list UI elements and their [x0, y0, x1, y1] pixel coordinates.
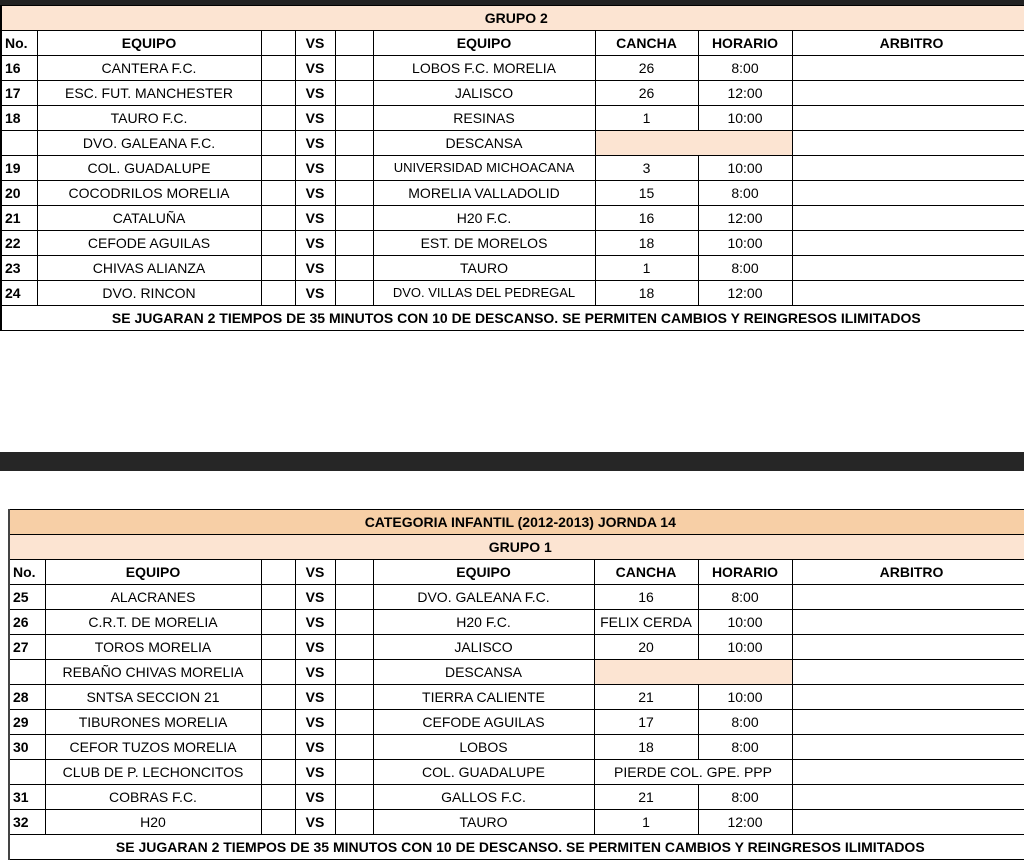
table-row: [9, 710, 1024, 735]
spacer-cell: [261, 810, 295, 835]
match-number: 24: [1, 281, 37, 306]
arbitro-cell: [792, 585, 1024, 610]
vs-label: VS: [295, 760, 335, 785]
match-number: 19: [1, 156, 37, 181]
spacer-cell: [335, 231, 373, 256]
header-equipo-away: EQUIPO: [373, 560, 594, 585]
spacer-cell: [335, 206, 373, 231]
cancha: 16: [595, 206, 698, 231]
home-team: COBRAS F.C.: [45, 785, 261, 810]
spacer-cell: [261, 56, 295, 81]
schedule-table-grupo-2: [0, 5, 1024, 331]
table-row: [9, 760, 1024, 785]
arbitro-cell: [792, 56, 1024, 81]
arbitro-cell: [792, 256, 1024, 281]
spacer-cell: [261, 231, 295, 256]
vs-label: VS: [295, 181, 335, 206]
spacer-cell: [261, 81, 295, 106]
away-team: JALISCO: [373, 81, 595, 106]
table-row: [1, 81, 1024, 106]
spacer-cell: [261, 635, 295, 660]
cancha: 1: [594, 810, 698, 835]
home-team: COL. GUADALUPE: [37, 156, 261, 181]
home-team: CATALUÑA: [37, 206, 261, 231]
arbitro-cell: [792, 810, 1024, 835]
away-team: H20 F.C.: [373, 610, 594, 635]
spacer-cell: [261, 710, 295, 735]
cancha: 26: [595, 81, 698, 106]
vs-label: VS: [295, 585, 335, 610]
home-team: CANTERA F.C.: [37, 56, 261, 81]
header-equipo-away: EQUIPO: [373, 31, 595, 56]
spacer-cell: [335, 56, 373, 81]
spacer-cell: [261, 585, 295, 610]
horario: 12:00: [698, 810, 792, 835]
horario: 8:00: [698, 181, 792, 206]
arbitro-cell: [792, 760, 1024, 785]
table-row: [9, 610, 1024, 635]
match-number: 30: [9, 735, 45, 760]
home-team: ALACRANES: [45, 585, 261, 610]
cancha: 3: [595, 156, 698, 181]
away-team: TAURO: [373, 256, 595, 281]
spacer-cell: [261, 156, 295, 181]
arbitro-cell: [792, 231, 1024, 256]
table-row: [9, 585, 1024, 610]
footer-row: [9, 835, 1024, 860]
match-number: 18: [1, 106, 37, 131]
header-arbitro: ARBITRO: [792, 31, 1024, 56]
header-no: No.: [1, 31, 37, 56]
home-team: CEFODE AGUILAS: [37, 231, 261, 256]
away-team: LOBOS F.C. MORELIA: [373, 56, 595, 81]
spacer-cell: [335, 810, 373, 835]
home-team: CHIVAS ALIANZA: [37, 256, 261, 281]
spacer-cell: [335, 131, 373, 156]
match-number: 25: [9, 585, 45, 610]
arbitro-cell: [792, 156, 1024, 181]
away-team: CEFODE AGUILAS: [373, 710, 594, 735]
header-cancha: CANCHA: [595, 31, 698, 56]
match-number: 26: [9, 610, 45, 635]
header-spacer: [335, 560, 373, 585]
cancha: 21: [594, 785, 698, 810]
spacer-cell: [261, 735, 295, 760]
spacer-cell: [261, 660, 295, 685]
spacer-cell: [335, 156, 373, 181]
away-team: DVO. VILLAS DEL PEDREGAL: [373, 281, 595, 306]
match-number: 28: [9, 685, 45, 710]
header-vs: VS: [295, 31, 335, 56]
arbitro-cell: [792, 685, 1024, 710]
footer-note: SE JUGARAN 2 TIEMPOS DE 35 MINUTOS CON 10 DE DESCANSO. SE PERMITEN CAMBIOS Y REINGRESOS ILIMITADOS: [9, 835, 1024, 860]
header-equipo-home: EQUIPO: [37, 31, 261, 56]
away-team: EST. DE MORELOS: [373, 231, 595, 256]
cancha: 1: [595, 256, 698, 281]
spacer-cell: [335, 281, 373, 306]
footer-row: [1, 306, 1024, 331]
match-number: [1, 131, 37, 156]
spacer-cell: [261, 685, 295, 710]
group-row: [1, 6, 1024, 31]
away-team: H20 F.C.: [373, 206, 595, 231]
spacer-cell: [335, 256, 373, 281]
vs-label: VS: [295, 610, 335, 635]
spacer-cell: [335, 585, 373, 610]
horario: 12:00: [698, 281, 792, 306]
home-team: TAURO F.C.: [37, 106, 261, 131]
spacer-cell: [335, 81, 373, 106]
table-row: [9, 635, 1024, 660]
home-team: DVO. RINCON: [37, 281, 261, 306]
table-row: [1, 156, 1024, 181]
header-equipo-home: EQUIPO: [45, 560, 261, 585]
arbitro-cell: [792, 735, 1024, 760]
home-team: CLUB DE P. LECHONCITOS: [45, 760, 261, 785]
category-title: CATEGORIA INFANTIL (2012-2013) JORNDA 14: [9, 510, 1024, 535]
horario: 8:00: [698, 735, 792, 760]
arbitro-cell: [792, 206, 1024, 231]
horario: 8:00: [698, 585, 792, 610]
cancha: 18: [595, 231, 698, 256]
rest-highlight: [594, 660, 792, 685]
table-row: [9, 785, 1024, 810]
horario: 10:00: [698, 156, 792, 181]
horario: 8:00: [698, 785, 792, 810]
home-team: REBAÑO CHIVAS MORELIA: [45, 660, 261, 685]
table-row: [9, 810, 1024, 835]
horario: 10:00: [698, 635, 792, 660]
match-number: 23: [1, 256, 37, 281]
arbitro-cell: [792, 610, 1024, 635]
spacer-cell: [335, 610, 373, 635]
away-team: DESCANSA: [373, 660, 594, 685]
table-row: [9, 735, 1024, 760]
vs-label: VS: [295, 635, 335, 660]
header-row: [1, 31, 1024, 56]
vs-label: VS: [295, 131, 335, 156]
table-row: [9, 660, 1024, 685]
home-team: SNTSA SECCION 21: [45, 685, 261, 710]
group-row: [9, 535, 1024, 560]
cancha: 20: [594, 635, 698, 660]
spacer-cell: [335, 635, 373, 660]
vs-label: VS: [295, 785, 335, 810]
spacer-cell: [335, 785, 373, 810]
away-team: MORELIA VALLADOLID: [373, 181, 595, 206]
spacer-cell: [335, 106, 373, 131]
horario: 12:00: [698, 206, 792, 231]
away-team: UNIVERSIDAD MICHOACANA: [373, 156, 595, 181]
vs-label: VS: [295, 231, 335, 256]
home-team: TIBURONES MORELIA: [45, 710, 261, 735]
vs-label: VS: [295, 106, 335, 131]
match-number: 32: [9, 810, 45, 835]
away-team: DESCANSA: [373, 131, 595, 156]
table-row: [1, 131, 1024, 156]
category-title-row: [9, 510, 1024, 535]
arbitro-cell: [792, 635, 1024, 660]
table-row: [1, 281, 1024, 306]
away-team: TAURO: [373, 810, 594, 835]
home-team: COCODRILOS MORELIA: [37, 181, 261, 206]
spacer-cell: [261, 181, 295, 206]
match-number: 20: [1, 181, 37, 206]
away-team: JALISCO: [373, 635, 594, 660]
table-row: [9, 685, 1024, 710]
arbitro-cell: [792, 660, 1024, 685]
horario: 10:00: [698, 685, 792, 710]
match-number: [9, 760, 45, 785]
cancha: 18: [594, 735, 698, 760]
horario: 12:00: [698, 81, 792, 106]
cancha: 21: [594, 685, 698, 710]
header-spacer: [335, 31, 373, 56]
horario: 10:00: [698, 106, 792, 131]
match-number: [9, 660, 45, 685]
arbitro-cell: [792, 710, 1024, 735]
arbitro-cell: [792, 106, 1024, 131]
header-spacer: [261, 560, 295, 585]
cancha: 18: [595, 281, 698, 306]
match-number: 17: [1, 81, 37, 106]
cancha: 1: [595, 106, 698, 131]
match-number: 21: [1, 206, 37, 231]
away-team: DVO. GALEANA F.C.: [373, 585, 594, 610]
match-number: 29: [9, 710, 45, 735]
spacer-cell: [261, 256, 295, 281]
spacer-cell: [335, 181, 373, 206]
horario: 8:00: [698, 710, 792, 735]
table-row: [1, 256, 1024, 281]
cancha: 16: [594, 585, 698, 610]
spacer-cell: [335, 735, 373, 760]
cancha: 26: [595, 56, 698, 81]
footer-note: SE JUGARAN 2 TIEMPOS DE 35 MINUTOS CON 10 DE DESCANSO. SE PERMITEN CAMBIOS Y REINGRESOS ILIMITADOS: [1, 306, 1024, 331]
spacer-cell: [261, 206, 295, 231]
header-arbitro: ARBITRO: [792, 560, 1024, 585]
spacer-cell: [261, 106, 295, 131]
cancha: 15: [595, 181, 698, 206]
table-row: [1, 206, 1024, 231]
home-team: TOROS MORELIA: [45, 635, 261, 660]
cancha: 17: [594, 710, 698, 735]
header-spacer: [261, 31, 295, 56]
match-number: 22: [1, 231, 37, 256]
table-row: [1, 56, 1024, 81]
home-team: C.R.T. DE MORELIA: [45, 610, 261, 635]
table-row: [1, 106, 1024, 131]
home-team: ESC. FUT. MANCHESTER: [37, 81, 261, 106]
spacer-cell: [261, 131, 295, 156]
spacer-cell: [335, 660, 373, 685]
away-team: COL. GUADALUPE: [373, 760, 594, 785]
arbitro-cell: [792, 281, 1024, 306]
header-horario: HORARIO: [698, 31, 792, 56]
header-no: No.: [9, 560, 45, 585]
vs-label: VS: [295, 56, 335, 81]
spacer-cell: [261, 281, 295, 306]
away-team: LOBOS: [373, 735, 594, 760]
header-row: [9, 560, 1024, 585]
group-title: GRUPO 2: [1, 6, 1024, 31]
spacer-cell: [335, 710, 373, 735]
arbitro-cell: [792, 181, 1024, 206]
away-team: RESINAS: [373, 106, 595, 131]
vs-label: VS: [295, 81, 335, 106]
vs-label: VS: [295, 710, 335, 735]
home-team: CEFOR TUZOS MORELIA: [45, 735, 261, 760]
section-divider-bar: [0, 452, 1024, 471]
arbitro-cell: [792, 785, 1024, 810]
home-team: H20: [45, 810, 261, 835]
vs-label: VS: [295, 685, 335, 710]
horario: 10:00: [698, 610, 792, 635]
header-horario: HORARIO: [698, 560, 792, 585]
horario: 10:00: [698, 231, 792, 256]
group-title: GRUPO 1: [9, 535, 1024, 560]
header-cancha: CANCHA: [594, 560, 698, 585]
spacer-cell: [335, 760, 373, 785]
vs-label: VS: [295, 660, 335, 685]
vs-label: VS: [295, 256, 335, 281]
vs-label: VS: [295, 156, 335, 181]
table-row: [1, 181, 1024, 206]
spacer-cell: [261, 760, 295, 785]
match-number: 27: [9, 635, 45, 660]
vs-label: VS: [295, 735, 335, 760]
rest-highlight: [595, 131, 792, 156]
match-note: PIERDE COL. GPE. PPP: [594, 760, 792, 785]
spacer-cell: [335, 685, 373, 710]
vs-label: VS: [295, 206, 335, 231]
away-team: TIERRA CALIENTE: [373, 685, 594, 710]
away-team: GALLOS F.C.: [373, 785, 594, 810]
horario: 8:00: [698, 56, 792, 81]
arbitro-cell: [792, 81, 1024, 106]
spacer-cell: [261, 785, 295, 810]
home-team: DVO. GALEANA F.C.: [37, 131, 261, 156]
arbitro-cell: [792, 131, 1024, 156]
match-number: 16: [1, 56, 37, 81]
vs-label: VS: [295, 281, 335, 306]
vs-label: VS: [295, 810, 335, 835]
table-row: [1, 231, 1024, 256]
spacer-cell: [261, 610, 295, 635]
header-vs: VS: [295, 560, 335, 585]
match-number: 31: [9, 785, 45, 810]
horario: 8:00: [698, 256, 792, 281]
schedule-table-grupo-1: [8, 509, 1024, 860]
cancha: FELIX CERDA: [594, 610, 698, 635]
